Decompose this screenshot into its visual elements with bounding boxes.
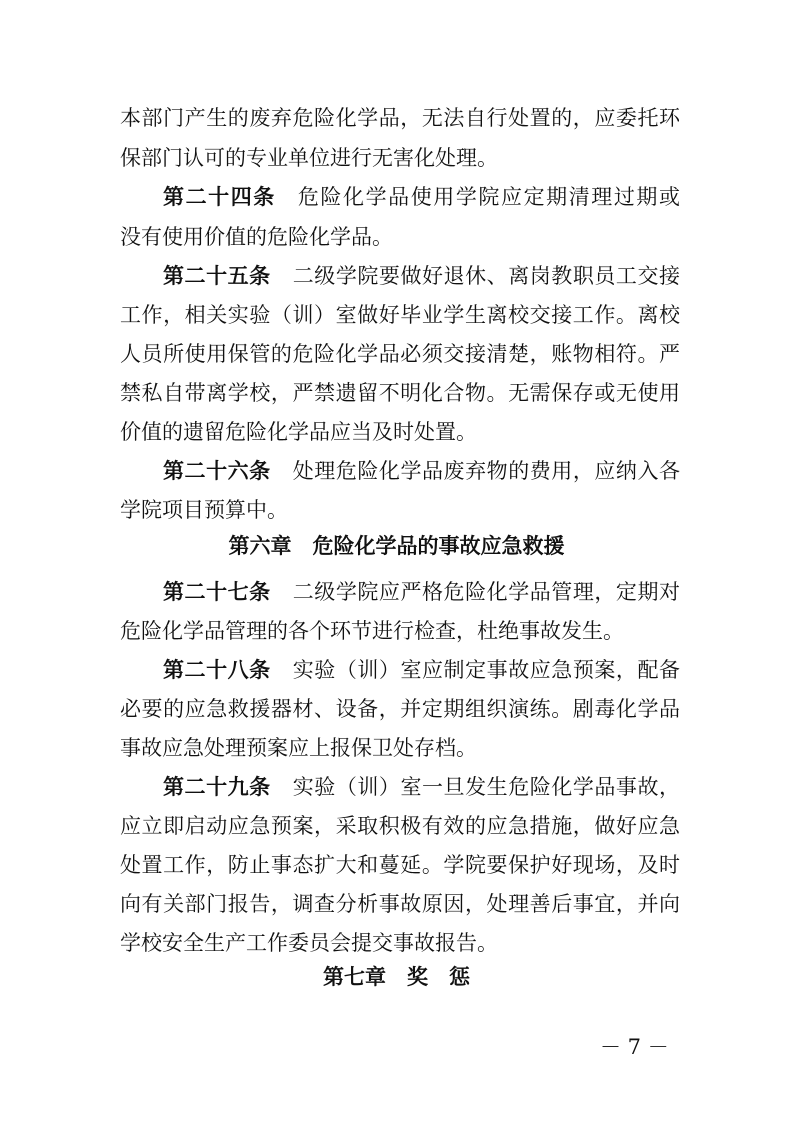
- page-number: － 7 －: [600, 1035, 669, 1059]
- article-number: 第二十九条: [163, 775, 271, 799]
- paragraph-line: 本部门产生的废弃危险化学品，无法自行处置的，应委托环: [120, 106, 680, 130]
- article-text: 危险化学品使用学院应定期清理过期或: [297, 185, 681, 209]
- paragraph-line: 人员所使用保管的危险化学品必须交接清楚，账物相符。严: [120, 342, 680, 366]
- paragraph-line: 处置工作，防止事态扩大和蔓延。学院要保护好现场，及时: [120, 853, 680, 877]
- paragraph-line: 事故应急处理预案应上报保卫处存档。: [120, 736, 477, 760]
- paragraph-line: 保部门认可的专业单位进行无害化处理。: [120, 146, 498, 170]
- article-text: 实验（训）室应制定事故应急预案，配备: [292, 658, 681, 682]
- article-28-line: [163, 656, 680, 684]
- paragraph-line: 学校安全生产工作委员会提交事故报告。: [120, 931, 498, 955]
- article-number: 第二十七条: [163, 580, 271, 604]
- chapter-heading: 第六章 危险化学品的事故应急救援: [228, 534, 565, 558]
- article-27-line: [163, 578, 680, 606]
- paragraph-line: 价值的遗留危险化学品应当及时处置。: [120, 420, 477, 444]
- article-24-line: [163, 183, 680, 211]
- paragraph-line: 工作，相关实验（训）室做好毕业学生离校交接工作。离校: [120, 303, 680, 327]
- article-number: 第二十六条: [163, 459, 271, 483]
- paragraph-line: 必要的应急救援器材、设备，并定期组织演练。剧毒化学品: [120, 697, 680, 721]
- paragraph-line: 没有使用价值的危险化学品。: [120, 225, 393, 249]
- paragraph-line: 禁私自带离学校，严禁遗留不明化合物。无需保存或无使用: [120, 381, 680, 405]
- paragraph-line: 学院项目预算中。: [120, 498, 288, 522]
- article-text: 处理危险化学品废弃物的费用，应纳入各: [292, 459, 681, 483]
- article-29-line: [163, 773, 680, 801]
- article-26-line: [163, 457, 680, 485]
- paragraph-line: 应立即启动应急预案，采取积极有效的应急措施，做好应急: [120, 814, 680, 838]
- article-text: 二级学院要做好退休、离岗教职员工交接: [292, 264, 681, 288]
- article-25-line: [163, 262, 680, 290]
- paragraph-line: 向有关部门报告，调查分析事故原因，处理善后事宜，并向: [120, 892, 680, 916]
- article-text: 实验（训）室一旦发生危险化学品事故，: [292, 775, 681, 799]
- article-number: 第二十四条: [163, 185, 276, 209]
- article-number: 第二十五条: [163, 264, 271, 288]
- article-text: 二级学院应严格危险化学品管理，定期对: [292, 580, 681, 604]
- article-number: 第二十八条: [163, 658, 271, 682]
- paragraph-line: 危险化学品管理的各个环节进行检查，杜绝事故发生。: [120, 619, 624, 643]
- chapter-heading: 第七章 奖 惩: [323, 965, 470, 989]
